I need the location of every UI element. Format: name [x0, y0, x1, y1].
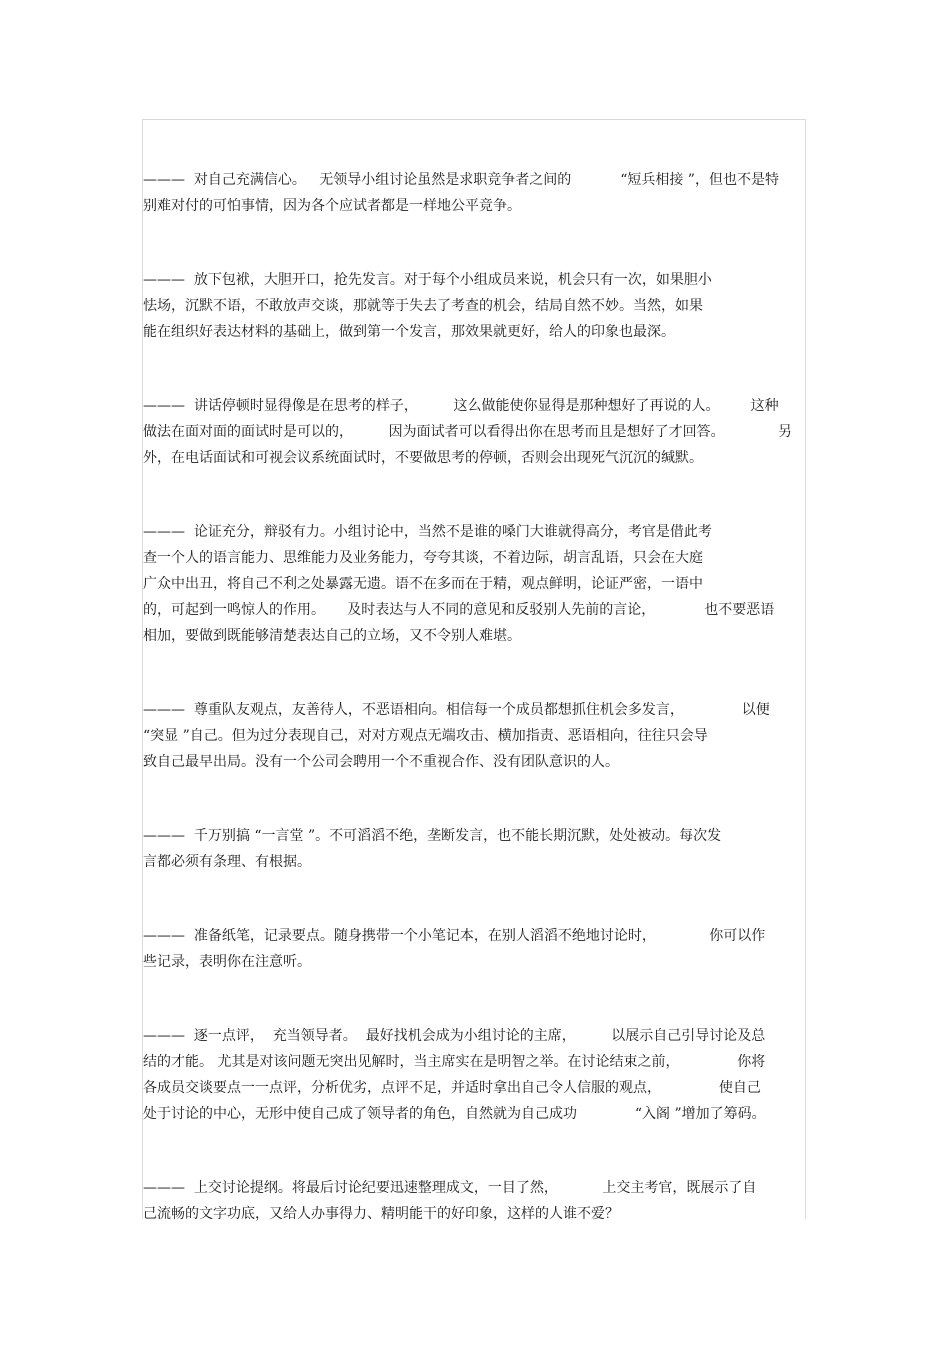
- text-line: 的，可起到一鸣惊人的作用。 及时表达与人不同的意见和反驳别人先前的言论， 也不要恶语: [143, 602, 775, 618]
- text-line: 各成员交谈要点一一点评，分析优劣，点评不足，并适时拿出自己令人信服的观点， 使自己: [143, 1080, 761, 1096]
- paragraph-notes: [143, 923, 803, 975]
- text-line: 能在组织好表达材料的基础上，做到第一个发言，那效果就更好，给人的印象也最深。: [143, 324, 675, 340]
- text-line: ——— 逐一点评， 充当领导者。 最好找机会成为小组讨论的主席， 以展示自己引导讨论及总: [143, 1028, 766, 1044]
- text-line: 怯场，沉默不语，不敢放声交谈，那就等于失去了考查的机会，结局自然不妙。当然，如果: [143, 298, 703, 314]
- text-line: 些记录，表明你在注意听。: [143, 954, 311, 970]
- text-line: 结的才能。 尤其是对该问题无突出见解时，当主席实在是明智之举。在讨论结束之前， 你将: [143, 1054, 766, 1070]
- text-line: ——— 讲话停顿时显得像是在思考的样子， 这么做能使你显得是那种想好了再说的人。 这种: [143, 398, 779, 414]
- text-line: ——— 准备纸笔，记录要点。随身携带一个小笔记本，在别人滔滔不绝地讨论时， 你可以作: [143, 928, 766, 944]
- paragraph-confidence: [143, 167, 803, 219]
- text-line: 处于讨论的中心，无形中使自己成了领导者的角色，自然就为自己成功 “入阁 ”增加了筹码。: [143, 1106, 766, 1122]
- document-body: [143, 167, 803, 1227]
- text-line: 相加，要做到既能够清楚表达自己的立场，又不令别人难堪。: [143, 628, 521, 644]
- text-line: ——— 放下包袱，大胆开口，抢先发言。对于每个小组成员来说，机会只有一次，如果胆小: [143, 272, 712, 288]
- text-line: 己流畅的文字功底，又给人办事得力、精明能干的好印象，这样的人谁不爱？: [143, 1206, 619, 1222]
- text-line: 做法在面对面的面试时是可以的， 因为面试者可以看得出你在思考而且是想好了才回答。 另: [143, 424, 793, 440]
- text-line: 广众中出丑，将自己不利之处暴露无遗。语不在多而在于精，观点鲜明，论证严密，一语中: [143, 576, 703, 592]
- text-line: ——— 论证充分，辩驳有力。小组讨论中，当然不是谁的嗓门大谁就得高分，考官是借此考: [143, 524, 712, 540]
- text-line: “突显 ”自己。但为过分表现自己，对对方观点无端攻击、横加指责、恶语相向，往往只会导: [143, 728, 708, 744]
- text-line: ——— 对自己充满信心。 无领导小组讨论虽然是求职竞争者之间的 “短兵相接 ”，但也不是特: [143, 172, 779, 188]
- text-line: 别难对付的可怕事情，因为各个应试者都是一样地公平竞争。: [143, 198, 521, 214]
- text-line: 查一个人的语言能力、思维能力及业务能力，夸夸其谈，不着边际，胡言乱语，只会在大庭: [143, 550, 703, 566]
- paragraph-no-monopoly: [143, 823, 803, 875]
- text-line: 致自己最早出局。没有一个公司会聘用一个不重视合作、没有团队意识的人。: [143, 754, 619, 770]
- paragraph-leader: [143, 1023, 803, 1127]
- paragraph-respect: [143, 697, 803, 775]
- paragraph-speak-first: [143, 267, 803, 345]
- text-line: ——— 千万别搞 “一言堂 ”。不可滔滔不绝，垄断发言，也不能长期沉默，处处被动。每次发: [143, 828, 722, 844]
- paragraph-pause: [143, 393, 803, 471]
- paragraph-argument: [143, 519, 803, 649]
- text-line: ——— 尊重队友观点，友善待人，不恶语相向。相信每一个成员都想抓住机会多发言， 以便: [143, 702, 770, 718]
- text-line: 外，在电话面试和可视会议系统面试时，不要做思考的停顿，否则会出现死气沉沉的缄默。: [143, 450, 703, 466]
- paragraph-outline: [143, 1175, 803, 1227]
- text-line: ——— 上交讨论提纲。将最后讨论纪要迅速整理成文，一目了然， 上交主考官，既展示了自: [143, 1180, 757, 1196]
- text-line: 言都必须有条理、有根据。: [143, 854, 311, 870]
